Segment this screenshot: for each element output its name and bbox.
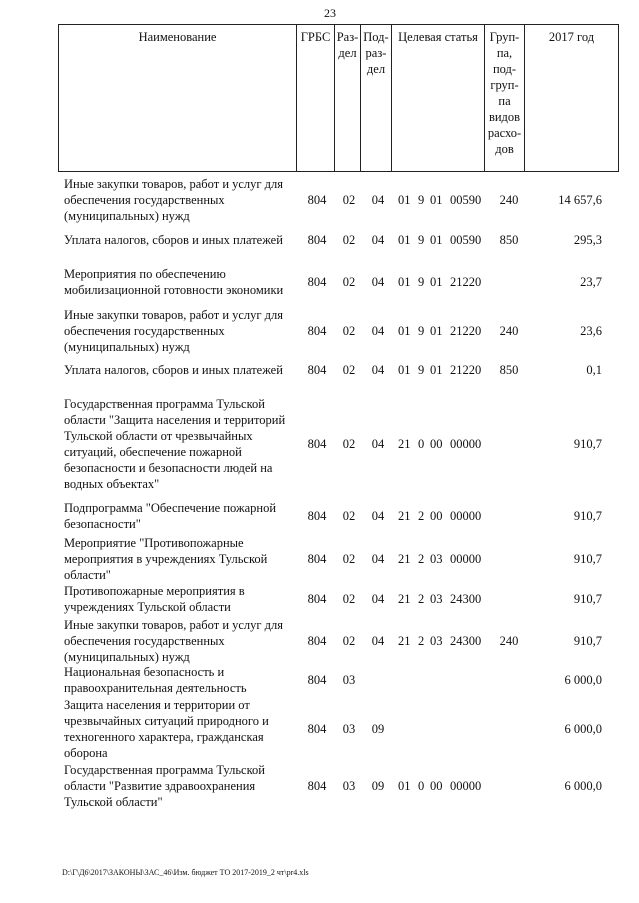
row-name: [64, 307, 300, 355]
row-name-line: области": [64, 568, 111, 582]
header-group-line: видов: [488, 110, 521, 124]
cell-grbs: 804: [307, 552, 327, 566]
target-segment: 01: [430, 233, 443, 247]
cell-grbs: 804: [307, 363, 327, 377]
target-segment: 21: [398, 437, 411, 451]
row-name-line: мобилизационной готовности экономики: [64, 283, 284, 297]
row-name-line: Уплата налогов, сборов и иных платежей: [64, 363, 283, 377]
header-target: Целевая статья: [392, 25, 485, 171]
cell-value: 14 657,6: [558, 193, 602, 207]
cell-podrazdel: 09: [371, 779, 385, 793]
cell-razdel: 03: [342, 779, 356, 793]
header-group-line: груп-: [490, 78, 519, 92]
target-segment: 9: [418, 193, 425, 207]
cell-podrazdel: 04: [371, 275, 385, 289]
target-segment: 00000: [450, 437, 482, 451]
cell-grbs: 804: [307, 592, 327, 606]
cell-value: 910,7: [573, 592, 602, 606]
target-segment: 01: [398, 193, 411, 207]
target-segment: 01: [398, 275, 411, 289]
cell-target: [398, 591, 490, 607]
row-name-line: Противопожарные мероприятия в: [64, 584, 245, 598]
row-name-line: безопасности и безопасности людей на: [64, 461, 273, 475]
target-segment: 01: [430, 193, 443, 207]
cell-value: 23,6: [580, 324, 602, 338]
row-name-line: Национальная безопасность и: [64, 665, 225, 679]
row-name: [64, 362, 300, 378]
target-segment: 00000: [450, 509, 482, 523]
cell-group: 850: [499, 233, 519, 247]
cell-value: 910,7: [573, 509, 602, 523]
cell-razdel: 02: [342, 193, 356, 207]
row-name-line: обеспечения государственных: [64, 193, 225, 207]
row-name: [64, 617, 300, 665]
header-group-line: па: [498, 94, 511, 108]
cell-podrazdel: 04: [371, 363, 385, 377]
header-podrazdel-line: Под-: [363, 30, 389, 44]
target-segment: 00: [430, 509, 443, 523]
row-name-line: Уплата налогов, сборов и иных платежей: [64, 233, 283, 247]
header-podrazdel-line: раз-: [365, 46, 387, 60]
row-name-line: (муниципальных) нужд: [64, 209, 190, 223]
cell-target: [398, 672, 490, 688]
cell-target: [398, 778, 490, 794]
row-name-line: Иные закупки товаров, работ и услуг для: [64, 308, 284, 322]
target-segment: 01: [430, 275, 443, 289]
header-grbs: ГРБС: [297, 25, 335, 171]
target-segment: 21: [398, 634, 411, 648]
target-segment: 00000: [450, 779, 482, 793]
cell-podrazdel: 04: [371, 193, 385, 207]
cell-razdel: 02: [342, 324, 356, 338]
target-segment: 00: [430, 779, 443, 793]
target-segment: 01: [430, 363, 443, 377]
row-name-line: правоохранительная деятельность: [64, 681, 247, 695]
cell-group: 850: [499, 363, 519, 377]
cell-grbs: 804: [307, 722, 327, 736]
cell-group: 240: [499, 634, 519, 648]
target-segment: 9: [418, 275, 425, 289]
row-name-line: Тульской области от чрезвычайных: [64, 429, 253, 443]
cell-grbs: 804: [307, 779, 327, 793]
header-name: Наименование: [59, 25, 297, 171]
cell-grbs: 804: [307, 193, 327, 207]
file-path-footer: D:\Г\Д6\2017\ЗАКОНЫ\ЗАС_46\Изм. бюджет ТО 2017-2019_2 чт\pr4.xls: [62, 868, 309, 877]
row-name-line: (муниципальных) нужд: [64, 650, 190, 664]
target-segment: 21220: [450, 363, 482, 377]
cell-value: 910,7: [573, 552, 602, 566]
row-name: [64, 232, 300, 248]
target-segment: 01: [398, 324, 411, 338]
target-segment: 2: [418, 552, 425, 566]
target-segment: 01: [398, 779, 411, 793]
target-segment: 00590: [450, 193, 482, 207]
header-group-line: дов: [495, 142, 514, 156]
target-segment: 2: [418, 634, 425, 648]
row-name: [64, 266, 300, 298]
row-name-line: мероприятия в учреждениях Тульской: [64, 552, 268, 566]
row-name-line: Государственная программа Тульской: [64, 397, 265, 411]
cell-podrazdel: 04: [371, 552, 385, 566]
cell-grbs: 804: [307, 233, 327, 247]
row-name-line: обеспечения государственных: [64, 634, 225, 648]
cell-razdel: 03: [342, 673, 356, 687]
row-name-line: оборона: [64, 746, 108, 760]
cell-value: 910,7: [573, 634, 602, 648]
row-name-line: безопасности": [64, 517, 141, 531]
row-name-line: ситуаций, обеспечение пожарной: [64, 445, 242, 459]
cell-podrazdel: 04: [371, 233, 385, 247]
cell-podrazdel: 09: [371, 722, 385, 736]
row-name: [64, 396, 300, 492]
cell-podrazdel: 04: [371, 324, 385, 338]
target-segment: 21: [398, 552, 411, 566]
cell-razdel: 02: [342, 634, 356, 648]
target-segment: 03: [430, 552, 443, 566]
cell-group: 240: [499, 324, 519, 338]
cell-target: [398, 508, 490, 524]
row-name: [64, 664, 300, 696]
cell-podrazdel: 04: [371, 437, 385, 451]
target-segment: 2: [418, 592, 425, 606]
header-group-line: расхо-: [487, 126, 522, 140]
target-segment: 0: [418, 779, 425, 793]
target-segment: 03: [430, 592, 443, 606]
header-razdel-line: дел: [338, 46, 357, 60]
header-group-line: под-: [492, 62, 517, 76]
target-segment: 21220: [450, 275, 482, 289]
row-name-line: Мероприятие "Противопожарные: [64, 536, 244, 550]
cell-value: 0,1: [586, 363, 602, 377]
row-name-line: Защита населения и территории от: [64, 698, 250, 712]
target-segment: 21: [398, 592, 411, 606]
row-name-line: водных объектах": [64, 477, 160, 491]
target-segment: 00: [430, 437, 443, 451]
cell-grbs: 804: [307, 634, 327, 648]
row-name-line: учреждениях Тульской области: [64, 600, 231, 614]
cell-grbs: 804: [307, 673, 327, 687]
cell-razdel: 02: [342, 552, 356, 566]
target-segment: 03: [430, 634, 443, 648]
cell-podrazdel: 04: [371, 592, 385, 606]
row-name-line: Подпрограмма "Обеспечение пожарной: [64, 501, 277, 515]
header-group-line: па,: [496, 46, 513, 60]
row-name: [64, 500, 300, 532]
row-name-line: чрезвычайных ситуаций природного и: [64, 714, 269, 728]
target-segment: 9: [418, 233, 425, 247]
row-name-line: (муниципальных) нужд: [64, 340, 190, 354]
cell-target: [398, 362, 490, 378]
target-segment: 24300: [450, 592, 482, 606]
row-name: [64, 176, 300, 224]
row-name: [64, 535, 300, 583]
row-name-line: области "Защита населения и территорий: [64, 413, 286, 427]
target-segment: 2: [418, 509, 425, 523]
target-segment: 21220: [450, 324, 482, 338]
cell-grbs: 804: [307, 509, 327, 523]
row-name-line: Тульской области": [64, 795, 163, 809]
row-name: [64, 583, 300, 615]
row-name: [64, 697, 300, 761]
cell-value: 6 000,0: [564, 722, 602, 736]
cell-razdel: 02: [342, 509, 356, 523]
cell-group: 240: [499, 193, 519, 207]
cell-target: [398, 721, 490, 737]
row-name-line: Мероприятия по обеспечению: [64, 267, 226, 281]
cell-target: [398, 551, 490, 567]
row-name-line: Иные закупки товаров, работ и услуг для: [64, 177, 284, 191]
cell-target: [398, 633, 490, 649]
target-segment: 01: [430, 324, 443, 338]
row-name-line: области "Развитие здравоохранения: [64, 779, 256, 793]
row-name: [64, 762, 300, 810]
cell-razdel: 03: [342, 722, 356, 736]
row-name-line: Иные закупки товаров, работ и услуг для: [64, 618, 284, 632]
target-segment: 01: [398, 363, 411, 377]
cell-podrazdel: 04: [371, 509, 385, 523]
target-segment: 9: [418, 363, 425, 377]
target-segment: 21: [398, 509, 411, 523]
header-group-line: Груп-: [489, 30, 520, 44]
cell-target: [398, 192, 490, 208]
cell-target: [398, 274, 490, 290]
cell-grbs: 804: [307, 324, 327, 338]
target-segment: 24300: [450, 634, 482, 648]
header-podrazdel-line: дел: [366, 62, 386, 76]
header-year: 2017 год: [548, 30, 595, 44]
cell-value: 6 000,0: [564, 673, 602, 687]
cell-podrazdel: 04: [371, 634, 385, 648]
cell-razdel: 02: [342, 592, 356, 606]
target-segment: 01: [398, 233, 411, 247]
cell-value: 910,7: [573, 437, 602, 451]
cell-target: [398, 436, 490, 452]
target-segment: 00000: [450, 552, 482, 566]
cell-razdel: 02: [342, 363, 356, 377]
row-name-line: Государственная программа Тульской: [64, 763, 265, 777]
target-segment: 0: [418, 437, 425, 451]
target-segment: 00590: [450, 233, 482, 247]
cell-target: [398, 323, 490, 339]
cell-grbs: 804: [307, 275, 327, 289]
cell-target: [398, 232, 490, 248]
row-name-line: обеспечения государственных: [64, 324, 225, 338]
target-segment: 9: [418, 324, 425, 338]
page-number: 23: [324, 6, 336, 20]
cell-value: 6 000,0: [564, 779, 602, 793]
cell-value: 295,3: [573, 233, 602, 247]
cell-razdel: 02: [342, 275, 356, 289]
cell-razdel: 02: [342, 437, 356, 451]
cell-razdel: 02: [342, 233, 356, 247]
header-razdel-line: Раз-: [336, 30, 359, 44]
cell-grbs: 804: [307, 437, 327, 451]
row-name-line: техногенного характера, гражданская: [64, 730, 264, 744]
cell-value: 23,7: [580, 275, 602, 289]
